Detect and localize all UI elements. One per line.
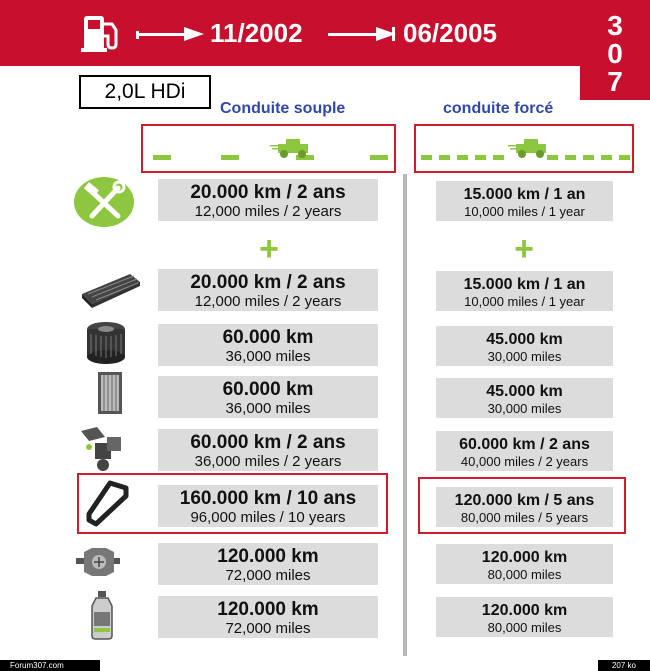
fuel-filter-icon (84, 320, 128, 366)
car-icon (270, 136, 314, 158)
interval-card: 120.000 km 72,000 miles (158, 543, 378, 585)
arrow-right-icon (136, 27, 204, 41)
soft-driving-box (141, 124, 396, 173)
interval-card: 120.000 km 80,000 miles (436, 597, 613, 637)
arrow-right-icon (328, 27, 396, 41)
air-filter-icon (80, 270, 142, 310)
interval-card: 120.000 km 72,000 miles (158, 596, 378, 638)
interval-card: 120.000 km / 5 ans 80,000 miles / 5 years (436, 487, 613, 527)
interval-card: 120.000 km 80,000 miles (436, 544, 613, 584)
interval-card: 60.000 km / 2 ans 36,000 miles / 2 years (158, 429, 378, 471)
plus-icon: + (514, 230, 534, 268)
additive-bottle-icon (88, 590, 116, 640)
interval-card: 15.000 km / 1 an 10,000 miles / 1 year (436, 181, 613, 221)
interval-card: 45.000 km 30,000 miles (436, 326, 613, 366)
column-divider (403, 174, 407, 656)
date-to: 06/2005 (403, 18, 497, 48)
wrench-hammer-icon (73, 176, 135, 228)
interval-card: 45.000 km 30,000 miles (436, 378, 613, 418)
interval-card: 20.000 km / 2 ans 12,000 miles / 2 years (158, 179, 378, 221)
interval-card: 60.000 km 36,000 miles (158, 324, 378, 366)
plus-icon: + (259, 230, 279, 268)
footer-size: 207 ko (598, 660, 650, 671)
column-title-hard: conduite forcé (443, 100, 554, 117)
model-number: 3 0 7 (580, 0, 650, 100)
interval-card: 60.000 km / 2 ans 40,000 miles / 2 years (436, 431, 613, 471)
interval-card: 60.000 km 36,000 miles (158, 376, 378, 418)
particle-filter-icon (76, 544, 120, 582)
interval-card: 20.000 km / 2 ans 12,000 miles / 2 years (158, 269, 378, 311)
interval-card: 160.000 km / 10 ans 96,000 miles / 10 years (158, 485, 378, 527)
cabin-filter-icon (96, 370, 126, 416)
engine-label: 2,0L HDi (79, 75, 211, 109)
footer-source: Forum307.com (0, 660, 100, 671)
fluid-change-icon (77, 425, 129, 473)
interval-card: 15.000 km / 1 an 10,000 miles / 1 year (436, 271, 613, 311)
car-icon (508, 136, 552, 158)
date-from: 11/2002 (210, 18, 303, 48)
fuel-pump-icon (80, 12, 124, 54)
column-title-soft: Conduite souple (220, 100, 346, 117)
